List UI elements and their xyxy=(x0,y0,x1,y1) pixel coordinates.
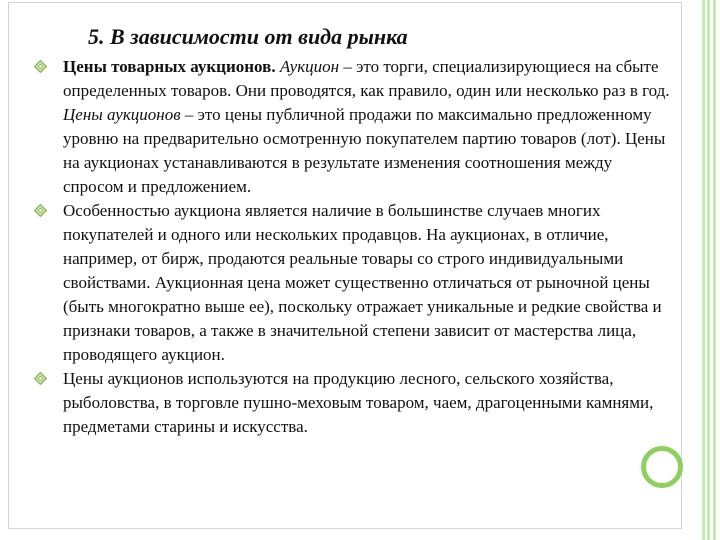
decorative-stripe xyxy=(713,0,716,540)
item-text: – это цены публичной продажи по максимально предложенному уровню на предварительно осмотренную покупателем партию товаров (лот). Цены на аукционах устанавливаются в результате изменения соотношения между спросом и предложением. xyxy=(63,105,666,196)
slide-title: 5. В зависимости от вида рынка xyxy=(88,24,408,49)
term-auction: Аукцион xyxy=(279,57,340,76)
bullet-item xyxy=(34,199,674,367)
decorative-circle xyxy=(641,446,683,488)
term-auction-prices: Цены аукционов xyxy=(63,105,181,124)
open-diamond-bullet-icon xyxy=(34,204,47,217)
decorative-stripe xyxy=(707,0,710,540)
open-diamond-bullet-icon xyxy=(34,60,47,73)
open-diamond-bullet-icon xyxy=(34,372,47,385)
item-text: Цены аукционов используются на продукцию лесного, сельского хозяйства, рыболовства, в торговле пушно-меховым товаром, чаем, драгоценными камнями, предметами старины и искусства. xyxy=(63,369,654,436)
bullet-item xyxy=(34,367,674,439)
item-text: – это торги, специализирующиеся на сбыте определенных товаров. Они проводятся, как правило, один или несколько раз в год. xyxy=(63,57,670,100)
bullet-item xyxy=(34,55,674,199)
item-lead: Цены товарных аукционов. xyxy=(63,57,276,76)
item-text: Особенностью аукциона является наличие в большинстве случаев многих покупателей и одного или нескольких продавцов. На аукционах, в отличие, например, от бирж, продаются реальные товары со строго индивидуальными свойствами. Аукционная цена может существенно отличаться от рыночной цены (быть многократно выше ее), поскольку отражает уникальные и редкие свойства и признаки товаров, а также в значительной степени зависит от мастерства лица, проводящего аукцион. xyxy=(63,201,662,364)
decorative-stripe xyxy=(702,0,705,540)
slide-body xyxy=(34,55,674,439)
